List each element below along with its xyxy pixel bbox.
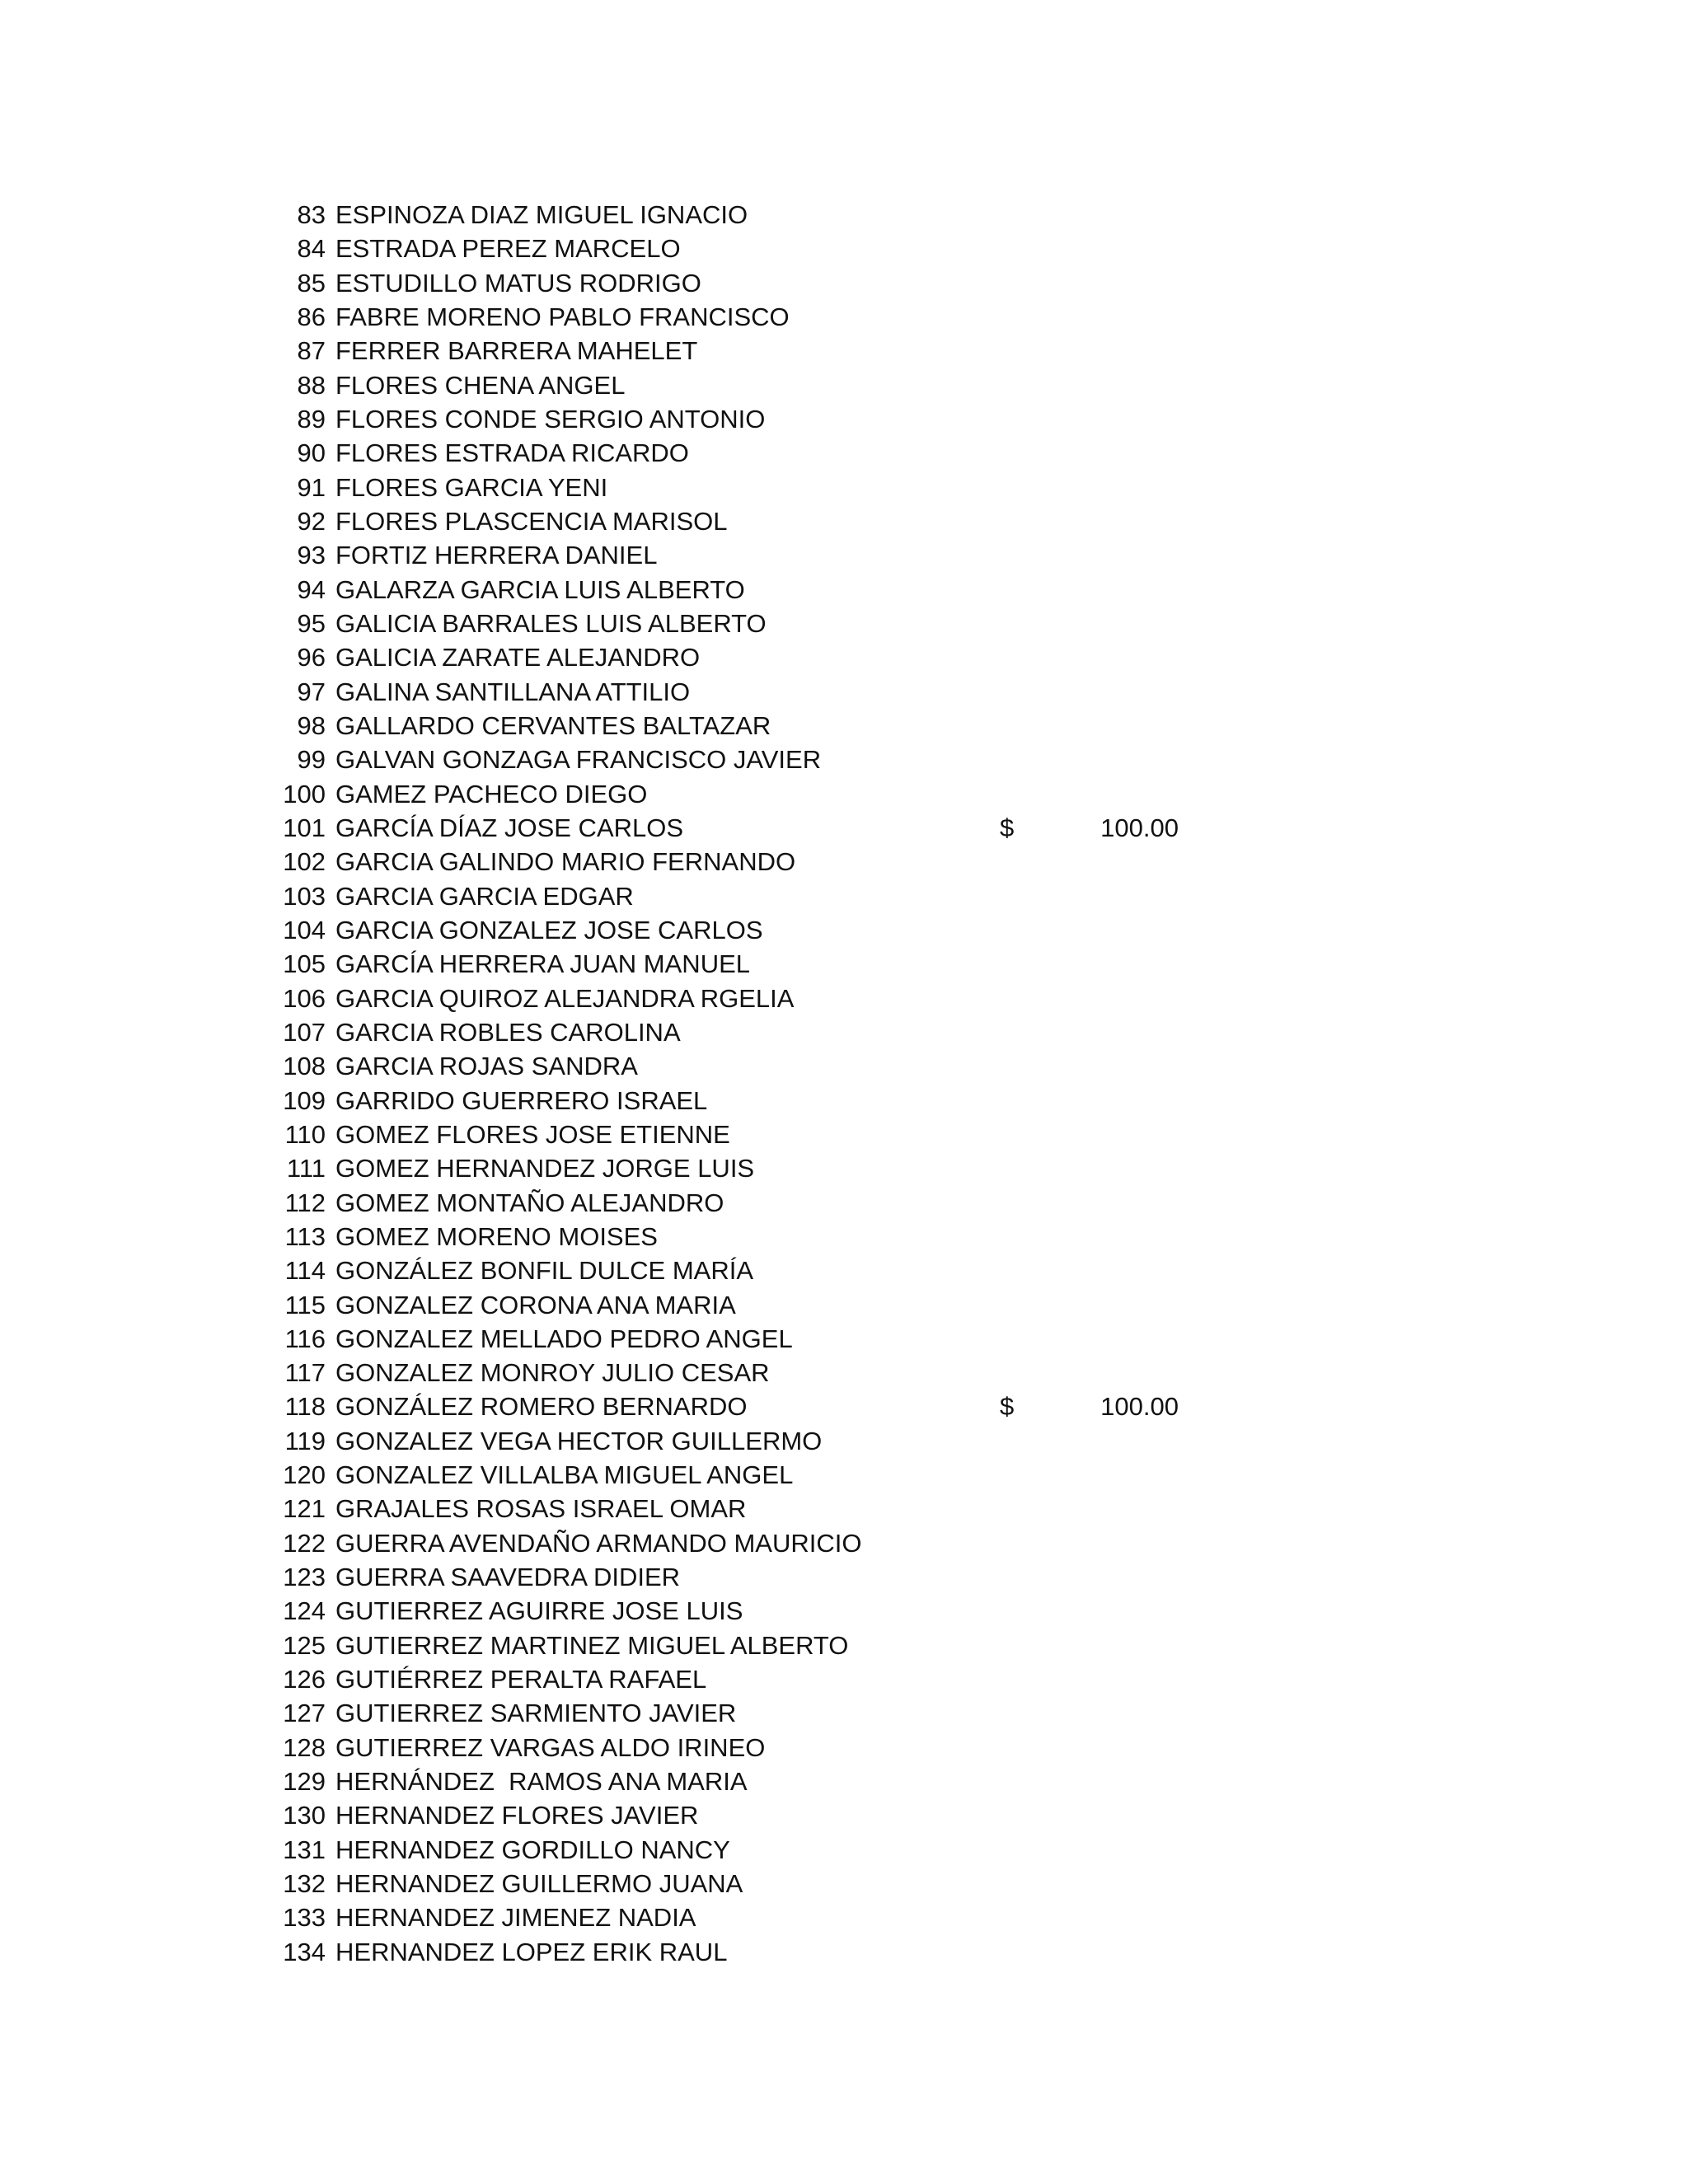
- list-row: [268, 232, 1257, 265]
- row-number: 120: [283, 1460, 326, 1490]
- person-name: GOMEZ HERNANDEZ JORGE LUIS: [335, 1154, 755, 1183]
- person-name: GONZALEZ VEGA HECTOR GUILLERMO: [335, 1426, 823, 1455]
- list-row: [268, 198, 1257, 232]
- list-row: [268, 266, 1257, 300]
- person-name: GALICIA BARRALES LUIS ALBERTO: [335, 608, 767, 638]
- list-row: [268, 1629, 1257, 1662]
- person-name: GARCIA GONZALEZ JOSE CARLOS: [335, 915, 763, 944]
- person-name: FLORES GARCIA YENI: [335, 472, 608, 502]
- row-number: 109: [283, 1085, 326, 1115]
- list-row: [268, 1186, 1257, 1220]
- person-name: GONZALEZ MELLADO PEDRO ANGEL: [335, 1324, 793, 1353]
- row-number: 131: [283, 1835, 326, 1864]
- list-row: [268, 1118, 1257, 1151]
- person-name: ESPINOZA DIAZ MIGUEL IGNACIO: [335, 200, 748, 229]
- row-number: 108: [283, 1052, 326, 1081]
- row-number: 103: [283, 881, 326, 911]
- row-number: 118: [284, 1392, 326, 1422]
- row-number: 132: [283, 1869, 326, 1899]
- row-number: 85: [297, 268, 326, 298]
- person-name: HERNANDEZ JIMENEZ NADIA: [335, 1903, 696, 1933]
- person-name: HERNANDEZ LOPEZ ERIK RAUL: [335, 1937, 728, 1966]
- row-number: 133: [283, 1903, 326, 1933]
- row-number: 104: [283, 915, 326, 944]
- row-number: 124: [283, 1596, 326, 1626]
- person-name: GOMEZ MONTAÑO ALEJANDRO: [335, 1188, 724, 1217]
- row-number: 116: [284, 1324, 326, 1353]
- person-name: GOMEZ FLORES JOSE ETIENNE: [335, 1119, 730, 1149]
- list-row: [268, 640, 1257, 674]
- list-row: [268, 675, 1257, 709]
- person-name: GARCÍA HERRERA JUAN MANUEL: [335, 949, 750, 979]
- person-name: GUTIERREZ SARMIENTO JAVIER: [335, 1699, 737, 1728]
- list-row: [268, 1254, 1257, 1287]
- person-name: FLORES CONDE SERGIO ANTONIO: [335, 404, 766, 434]
- list-row: [268, 879, 1257, 913]
- row-number: 95: [297, 608, 326, 638]
- list-row: [268, 743, 1257, 776]
- list-row: [268, 1798, 1257, 1832]
- person-name: GALICIA ZARATE ALEJANDRO: [335, 643, 701, 673]
- list-row: [268, 1696, 1257, 1730]
- row-number: 88: [297, 370, 326, 400]
- name-list: [268, 198, 1257, 1969]
- person-name: GOMEZ MORENO MOISES: [335, 1221, 658, 1251]
- person-name: GUTIERREZ MARTINEZ MIGUEL ALBERTO: [335, 1630, 849, 1660]
- row-number: 122: [283, 1528, 326, 1558]
- person-name: GALINA SANTILLANA ATTILIO: [335, 677, 691, 706]
- person-name: ESTRADA PEREZ MARCELO: [335, 234, 681, 264]
- list-row: [268, 1935, 1257, 1969]
- row-number: 98: [297, 710, 326, 740]
- list-row: [268, 1220, 1257, 1254]
- row-number: 106: [283, 983, 326, 1013]
- person-name: GARCÍA DÍAZ JOSE CARLOS: [335, 813, 684, 842]
- row-number: 99: [297, 745, 326, 775]
- person-name: GONZÁLEZ ROMERO BERNARDO: [335, 1392, 748, 1422]
- list-row: [268, 1526, 1257, 1560]
- row-number: 123: [283, 1563, 326, 1592]
- person-name: GARCIA GARCIA EDGAR: [335, 881, 634, 911]
- list-row: [268, 1594, 1257, 1628]
- person-name: GALVAN GONZAGA FRANCISCO JAVIER: [335, 745, 822, 775]
- person-name: GUTIERREZ AGUIRRE JOSE LUIS: [335, 1596, 743, 1626]
- list-row: [268, 573, 1257, 607]
- person-name: GRAJALES ROSAS ISRAEL OMAR: [335, 1494, 747, 1524]
- list-row: [268, 1015, 1257, 1049]
- row-number: 125: [283, 1630, 326, 1660]
- amount: 100.00: [1100, 1392, 1179, 1422]
- list-row: [268, 1288, 1257, 1322]
- list-row: [268, 1900, 1257, 1934]
- currency-symbol: $: [1000, 1392, 1015, 1422]
- list-row: [268, 1662, 1257, 1696]
- row-number: 105: [283, 949, 326, 979]
- row-number: 100: [283, 779, 326, 808]
- row-number: 97: [297, 677, 326, 706]
- list-row: [268, 368, 1257, 402]
- list-row: [268, 1322, 1257, 1356]
- list-row: [268, 471, 1257, 504]
- row-number: 121: [283, 1494, 326, 1524]
- person-name: GALARZA GARCIA LUIS ALBERTO: [335, 574, 745, 604]
- row-number: 115: [284, 1290, 326, 1319]
- row-number: 86: [297, 302, 326, 331]
- row-number: 112: [284, 1188, 326, 1217]
- person-name: GONZALEZ VILLALBA MIGUEL ANGEL: [335, 1460, 794, 1490]
- person-name: GALLARDO CERVANTES BALTAZAR: [335, 710, 771, 740]
- row-number: 93: [297, 541, 326, 570]
- row-number: 92: [297, 506, 326, 536]
- row-number: 129: [283, 1767, 326, 1797]
- list-row: [268, 1833, 1257, 1867]
- person-name: FLORES ESTRADA RICARDO: [335, 438, 689, 468]
- list-row: [268, 709, 1257, 743]
- list-row: [268, 504, 1257, 538]
- list-row: [268, 947, 1257, 981]
- person-name: GARCIA ROBLES CAROLINA: [335, 1017, 681, 1047]
- list-row: [268, 982, 1257, 1015]
- row-number: 119: [284, 1426, 326, 1455]
- list-row: [268, 402, 1257, 436]
- person-name: GARCIA GALINDO MARIO FERNANDO: [335, 847, 796, 877]
- list-row: [268, 777, 1257, 811]
- person-name: GONZALEZ MONROY JULIO CESAR: [335, 1358, 770, 1388]
- row-number: 127: [283, 1699, 326, 1728]
- list-row: [268, 1492, 1257, 1526]
- row-number: 126: [283, 1665, 326, 1694]
- person-name: GUTIÉRREZ PERALTA RAFAEL: [335, 1665, 707, 1694]
- person-name: ESTUDILLO MATUS RODRIGO: [335, 268, 701, 298]
- person-name: FORTIZ HERRERA DANIEL: [335, 541, 658, 570]
- person-name: FERRER BARRERA MAHELET: [335, 336, 698, 366]
- person-name: GARCIA QUIROZ ALEJANDRA RGELIA: [335, 983, 795, 1013]
- list-row: [268, 1458, 1257, 1492]
- person-name: FLORES CHENA ANGEL: [335, 370, 626, 400]
- list-row: [268, 1049, 1257, 1083]
- list-row: [268, 1151, 1257, 1185]
- person-name: GARRIDO GUERRERO ISRAEL: [335, 1085, 708, 1115]
- person-name: GUTIERREZ VARGAS ALDO IRINEO: [335, 1732, 766, 1762]
- person-name: HERNANDEZ GORDILLO NANCY: [335, 1835, 730, 1864]
- person-name: HERNANDEZ GUILLERMO JUANA: [335, 1869, 743, 1899]
- list-row: [268, 1867, 1257, 1900]
- list-row: [268, 913, 1257, 947]
- person-name: HERNANDEZ FLORES JAVIER: [335, 1801, 699, 1830]
- person-name: HERNÁNDEZ RAMOS ANA MARIA: [335, 1767, 748, 1797]
- person-name: GUERRA SAAVEDRA DIDIER: [335, 1563, 681, 1592]
- person-name: FLORES PLASCENCIA MARISOL: [335, 506, 728, 536]
- row-number: 111: [286, 1154, 326, 1183]
- currency-symbol: $: [1000, 813, 1015, 842]
- list-row: [268, 1765, 1257, 1798]
- row-number: 134: [283, 1937, 326, 1966]
- list-row: [268, 334, 1257, 368]
- row-number: 107: [283, 1017, 326, 1047]
- row-number: 114: [284, 1256, 326, 1286]
- row-number: 89: [297, 404, 326, 434]
- list-row: [268, 607, 1257, 640]
- person-name: GUERRA AVENDAÑO ARMANDO MAURICIO: [335, 1528, 862, 1558]
- person-name: GONZÁLEZ BONFIL DULCE MARÍA: [335, 1256, 753, 1286]
- row-number: 96: [297, 643, 326, 673]
- row-number: 90: [297, 438, 326, 468]
- list-row: [268, 1424, 1257, 1458]
- list-row: [268, 538, 1257, 572]
- list-row: [268, 436, 1257, 470]
- list-row: [268, 1560, 1257, 1594]
- row-number: 130: [283, 1801, 326, 1830]
- list-row: [268, 300, 1257, 334]
- row-number: 91: [297, 472, 326, 502]
- person-name: GARCIA ROJAS SANDRA: [335, 1052, 638, 1081]
- row-number: 128: [283, 1732, 326, 1762]
- row-number: 113: [284, 1221, 326, 1251]
- list-row: [268, 1356, 1257, 1390]
- row-number: 101: [283, 813, 326, 842]
- amount: 100.00: [1100, 813, 1179, 842]
- row-number: 110: [284, 1119, 326, 1149]
- list-row: [268, 845, 1257, 879]
- row-number: 83: [297, 200, 326, 229]
- list-row: [268, 1731, 1257, 1765]
- person-name: GAMEZ PACHECO DIEGO: [335, 779, 648, 808]
- list-row: [268, 1084, 1257, 1118]
- row-number: 84: [297, 234, 326, 264]
- person-name: FABRE MORENO PABLO FRANCISCO: [335, 302, 790, 331]
- row-number: 87: [297, 336, 326, 366]
- list-row: [268, 811, 1257, 845]
- row-number: 94: [297, 574, 326, 604]
- list-row: [268, 1390, 1257, 1423]
- row-number: 102: [283, 847, 326, 877]
- person-name: GONZALEZ CORONA ANA MARIA: [335, 1290, 736, 1319]
- row-number: 117: [284, 1358, 326, 1388]
